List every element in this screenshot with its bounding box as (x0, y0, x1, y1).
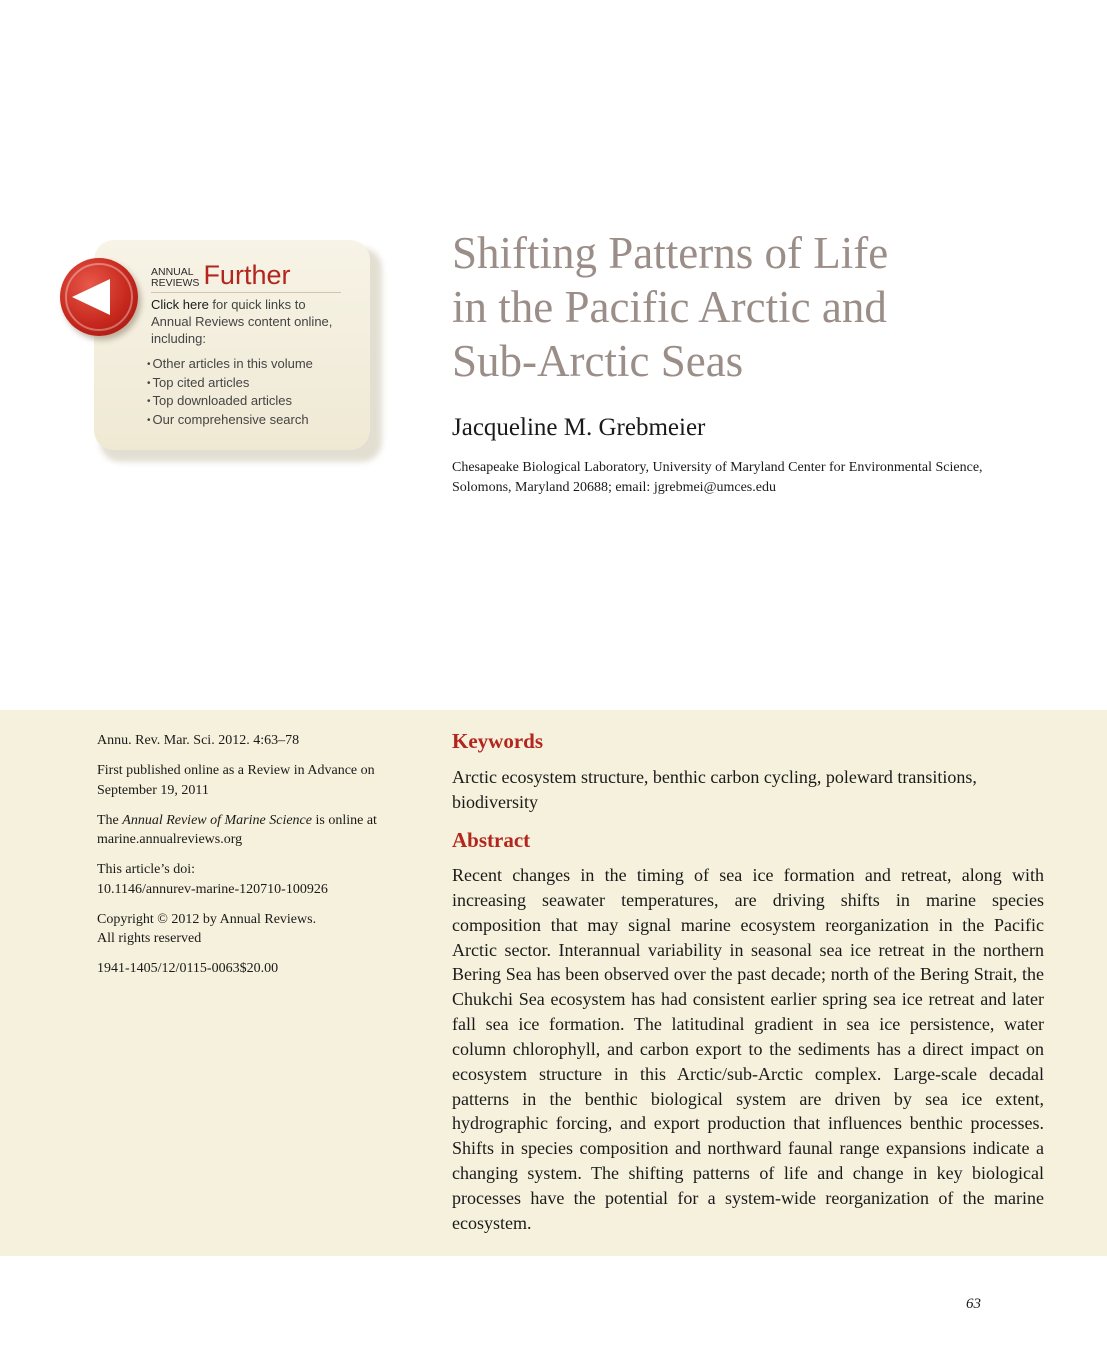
author-affiliation: Chesapeake Biological Laboratory, University of Maryland Center for Environmental Science, Solomons, Maryland 20688; email: jgrebmei@umces.edu (452, 460, 983, 495)
annual-reviews-further-logo (151, 262, 341, 293)
issn: 1941-1405/12/0115-0063$20.00 (97, 961, 279, 976)
abstract-text: Recent changes in the timing of sea ice formation and retreat, along with increasing seawater temperatures, are driving shifts in marine species composition that may signal marine ecosystem reorganization in the Pacific Arctic sector. Interannual variability in seasonal sea ice retreat in the northern Bering Sea has been observed over the past decade; north of the Bering Strait, the Chukchi Sea ecosystem has had consistent earlier spring sea ice retreat and later fall sea ice formation. The latitudinal gradient in sea ice persistence, water column chlorophyll, and carbon export to the sediments has a direct impact on ecosystem structure in this Arctic/sub-Arctic complex. Large-scale decadal patterns in the benthic biological system are driven by sea ice extent, hydrographic forcing, and export production that influences benthic processes. Shifts in species composition and northward faunal range expansions indicate a changing system. The shifting patterns of life and change in key biological processes have the potential for a system-wide reorganization of the marine ecosystem. (452, 865, 1044, 1233)
click-here-link[interactable]: Click here (151, 297, 209, 312)
keywords-heading: Keywords (452, 729, 543, 753)
further-panel[interactable] (60, 240, 380, 460)
further-link-top-cited[interactable]: • Top cited articles (147, 374, 347, 393)
article-metadata (97, 731, 417, 989)
further-link-other-articles[interactable]: • Other articles in this volume (147, 355, 347, 374)
further-link-top-downloaded[interactable]: • Top downloaded articles (147, 392, 347, 411)
keywords-text: Arctic ecosystem structure, benthic carbon cycling, poleward transitions, biodiversity (452, 767, 977, 812)
abstract-heading: Abstract (452, 828, 531, 852)
further-links-list (147, 355, 347, 429)
article-title: Shifting Patterns of Life in the Pacific Arctic and Sub-Arctic Seas (452, 228, 889, 386)
copyright: Copyright © 2012 by Annual Reviews. All rights reserved (97, 911, 317, 946)
brand-annual-reviews: ANNUAL REVIEWS (151, 266, 200, 289)
further-link-search[interactable]: • Our comprehensive search (147, 411, 347, 430)
brand-further: Further (203, 260, 291, 290)
page-number: 63 (966, 1296, 981, 1312)
further-description: Click here for quick links to Annual Reviews content online, including: (151, 297, 333, 346)
doi: This article’s doi: 10.1146/annurev-marine-120710-100926 (97, 862, 328, 897)
author-name: Jacqueline M. Grebmeier (452, 414, 706, 441)
left-triangle-icon (72, 279, 110, 315)
citation: Annu. Rev. Mar. Sci. 2012. 4:63–78 (97, 733, 300, 748)
online-availability: The Annual Review of Marine Science is online at marine.annualreviews.org (97, 812, 377, 847)
back-arrow-icon[interactable] (60, 258, 138, 336)
first-published: First published online as a Review in Advance on September 19, 2011 (97, 763, 375, 798)
